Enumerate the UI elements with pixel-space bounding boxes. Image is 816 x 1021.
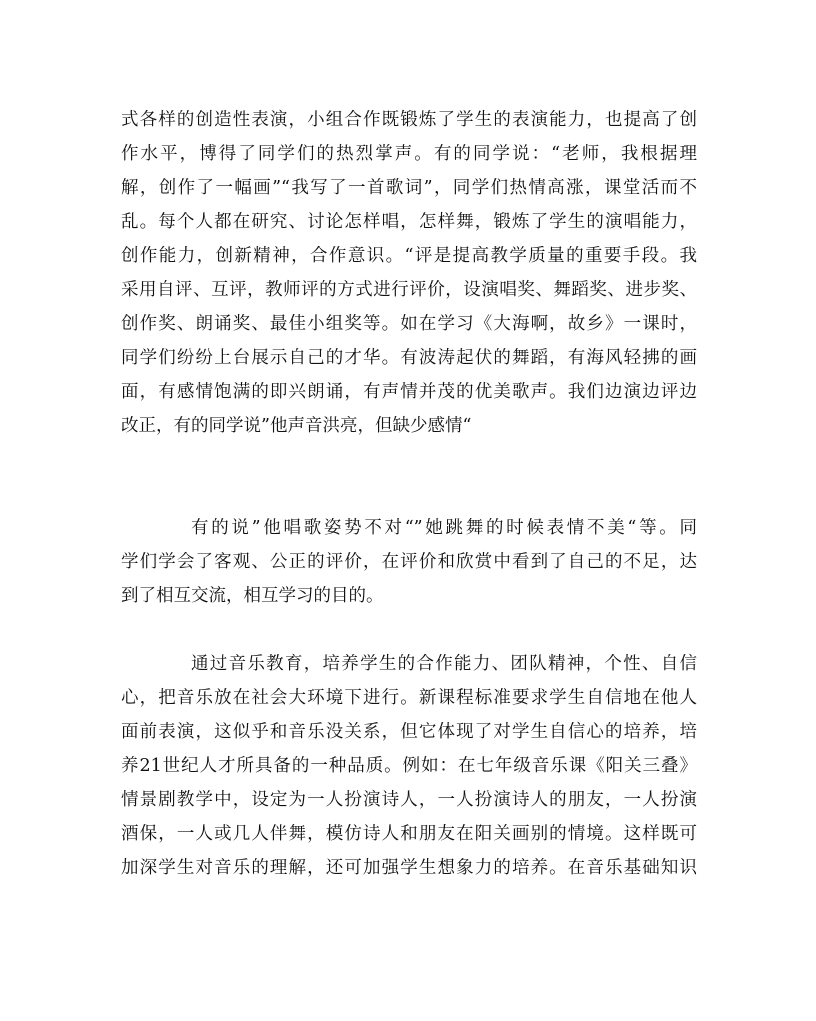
text-line: 改正，有的同学说”他声音洪亮，但缺少感情“ <box>121 416 472 436</box>
text-line: 情景剧教学中，设定为一人扮演诗人，一人扮演诗人的朋友，一人扮演 <box>121 790 697 810</box>
text-line: 式各样的创造性表演，小组合作既锻炼了学生的表演能力，也提高了创 <box>121 110 697 130</box>
text-line: 采用自评、互评，教师评的方式进行评价，设演唱奖、舞蹈奖、进步奖、 <box>121 280 697 300</box>
text-line: 面前表演，这似乎和音乐没关系，但它体现了对学生自信心的培养，培 <box>121 722 697 742</box>
text-line: 有的说”他唱歌姿势不对“”她跳舞的时候表情不美“等。同 <box>191 518 697 538</box>
text-line: 心，把音乐放在社会大环境下进行。新课程标准要求学生自信地在他人 <box>121 688 697 708</box>
paragraph-1 <box>121 103 697 443</box>
text-line: 同学们纷纷上台展示自己的才华。有波涛起伏的舞蹈，有海风轻拂的画 <box>121 348 697 368</box>
text-line: 加深学生对音乐的理解，还可加强学生想象力的培养。在音乐基础知识 <box>121 858 697 878</box>
text-line: 酒保，一人或几人伴舞，模仿诗人和朋友在阳关画别的情境。这样既可 <box>121 824 697 844</box>
text-line: 面，有感情饱满的即兴朗诵，有声情并茂的优美歌声。我们边演边评边 <box>121 382 697 402</box>
text-line: 解，创作了一幅画”“我写了一首歌词”，同学们热情高涨，课堂活而不 <box>121 178 697 198</box>
text-line: 养21世纪人才所具备的一种品质。例如：在七年级音乐课《阳关三叠》 <box>121 756 697 776</box>
text-line: 创作奖、朗诵奖、最佳小组奖等。如在学习《大海啊，故乡》一课时， <box>121 314 697 334</box>
paragraph-2 <box>121 511 697 613</box>
text-line: 通过音乐教育，培养学生的合作能力、团队精神，个性、自信 <box>191 654 697 674</box>
text-line: 创作能力，创新精神，合作意识。“评是提高教学质量的重要手段。我 <box>121 246 697 266</box>
text-line: 到了相互交流，相互学习的目的。 <box>121 586 384 606</box>
text-line: 学们学会了客观、公正的评价，在评价和欣赏中看到了自己的不足，达 <box>121 552 697 572</box>
text-line: 乱。每个人都在研究、讨论怎样唱，怎样舞，锻炼了学生的演唱能力， <box>121 212 697 232</box>
text-line: 作水平，博得了同学们的热烈掌声。有的同学说：“老师，我根据理 <box>121 144 697 164</box>
paragraph-3 <box>121 647 697 885</box>
